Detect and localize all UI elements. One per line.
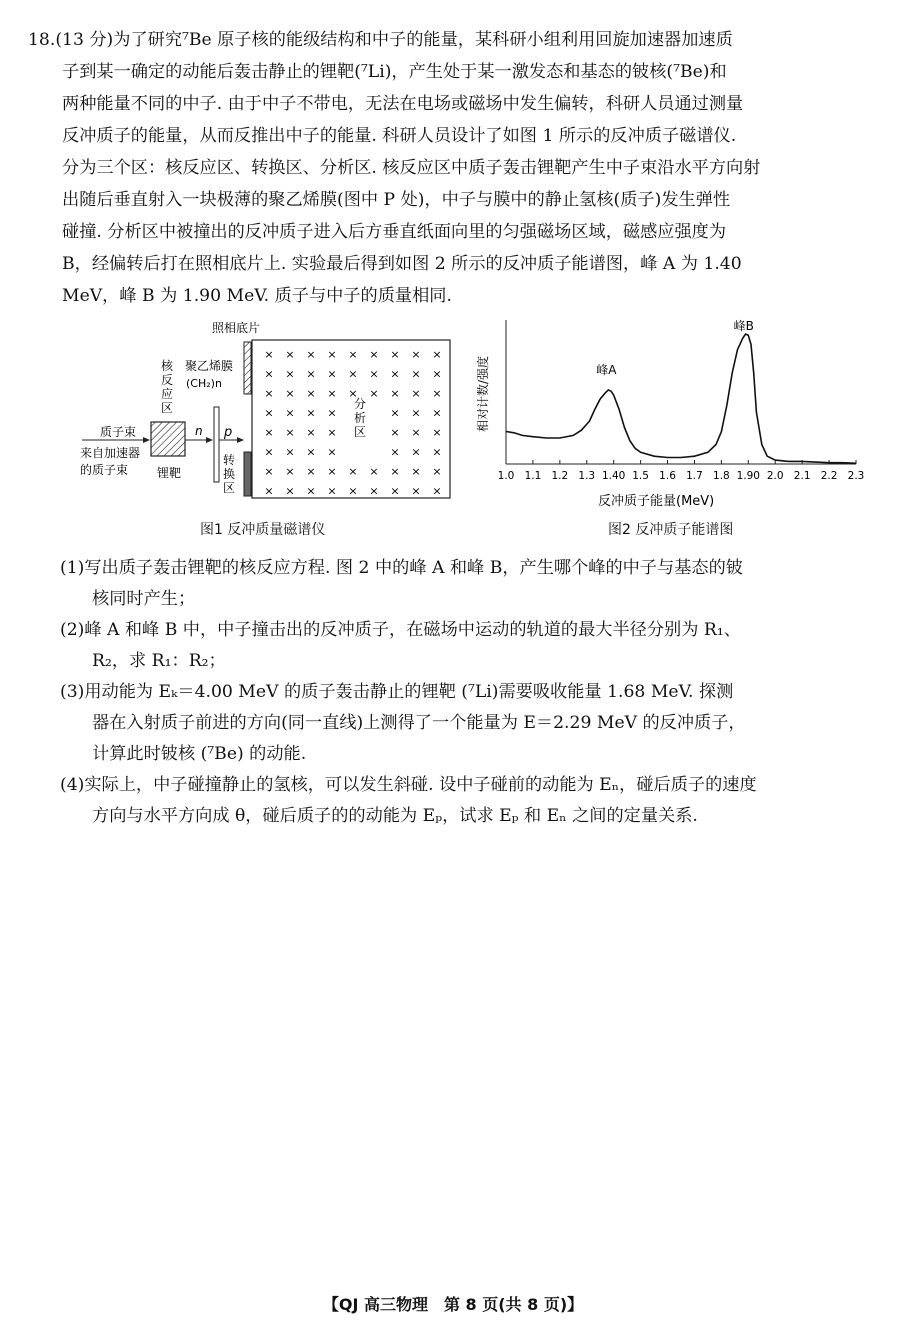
field-cross-mark: × — [411, 387, 421, 400]
field-cross-mark: × — [285, 465, 295, 478]
field-cross-mark: × — [432, 445, 442, 459]
spectrum-series-line — [506, 334, 856, 463]
field-cross-mark: × — [390, 426, 400, 439]
field-cross-mark: × — [369, 348, 379, 361]
x-tick-label: 1.7 — [686, 470, 703, 482]
proton-label: p — [224, 425, 233, 440]
x-tick-label: 2.0 — [766, 470, 784, 482]
field-cross-mark: × — [432, 387, 442, 400]
arrow-head — [237, 437, 244, 443]
question-3-line: (3)用动能为 Eₖ＝4.00 MeV 的质子轰击静止的锂靶 (⁷Li)需要吸收能量 1.68 MeV. 探测 — [60, 682, 734, 702]
x-tick-label: 1.40 — [601, 470, 626, 482]
field-cross-mark: × — [369, 367, 379, 381]
accelerator-label: 来自加速器 — [80, 446, 141, 460]
accelerator-label-2: 的质子束 — [80, 463, 129, 477]
x-tick-label: 1.6 — [659, 470, 676, 482]
field-cross-mark: × — [411, 367, 421, 381]
field-cross-mark: × — [390, 484, 400, 498]
figure1-caption: 图1 反冲质量磁谱仪 — [200, 522, 326, 538]
field-cross-mark: × — [285, 406, 295, 420]
question-2-line: (2)峰 A 和峰 B 中，中子撞击出的反冲质子，在磁场中运动的轨道的最大半径分别为 R₁、 — [60, 620, 741, 640]
problem-line: 碰撞. 分析区中被撞出的反冲质子进入后方垂直纸面向里的匀强磁场区域，磁感应强度为 — [62, 222, 727, 242]
x-axis-label: 反冲质子能量(MeV) — [598, 494, 715, 509]
field-cross-mark: × — [306, 406, 316, 420]
arrow-head — [206, 437, 213, 443]
field-cross-mark: × — [432, 426, 442, 439]
field-cross-mark: × — [264, 367, 274, 381]
field-cross-mark: × — [348, 367, 358, 381]
field-cross-mark: × — [411, 348, 421, 361]
conversion-zone-char: 区 — [223, 481, 236, 495]
field-cross-mark: × — [306, 387, 316, 400]
sub-questions — [60, 553, 880, 832]
peak-b-annotation: 峰B — [733, 319, 754, 333]
x-tick-label: 1.2 — [551, 470, 569, 482]
problem-line: 反冲质子的能量，从而反推出中子的能量. 科研人员设计了如图 1 所示的反冲质子磁谱仪. — [62, 126, 737, 146]
field-cross-mark: × — [306, 348, 316, 361]
analysis-zone-char: 分 — [354, 397, 367, 411]
field-cross-mark: × — [306, 445, 316, 459]
question-4-line: 方向与水平方向成 θ，碰后质子的的动能为 Eₚ，试求 Eₚ 和 Eₙ 之间的定量关系. — [92, 806, 698, 826]
problem-line: 18.(13 分)为了研究⁷Be 原子核的能级结构和中子的能量，某科研小组利用回旋加速器加速质 — [28, 30, 733, 50]
field-cross-mark: × — [285, 484, 295, 498]
field-cross-mark: × — [264, 348, 274, 361]
x-tick-label: 1.5 — [632, 470, 649, 482]
field-cross-mark: × — [306, 465, 316, 478]
x-tick-label: 1.1 — [524, 470, 542, 482]
figure2-caption: 图2 反冲质子能谱图 — [608, 522, 734, 538]
field-cross-mark: × — [327, 406, 337, 420]
field-cross-mark: × — [264, 406, 274, 420]
lithium-target — [151, 422, 185, 456]
field-cross-mark: × — [390, 465, 400, 478]
problem-statement — [28, 24, 880, 312]
field-cross-mark: × — [432, 484, 442, 498]
field-cross-mark: × — [327, 445, 337, 459]
proton-beam-label: 质子束 — [100, 425, 137, 439]
question-3-line: 器在入射质子前进的方向(同一直线)上测得了一个能量为 E＝2.29 MeV 的反冲质子， — [92, 713, 746, 733]
question-4-line: (4)实际上，中子碰撞静止的氢核，可以发生斜碰. 设中子碰前的动能为 Eₙ，碰后质子的速度 — [60, 775, 757, 795]
field-cross-mark: × — [264, 387, 274, 400]
field-cross-mark: × — [327, 426, 337, 439]
question-1-line: 核同时产生； — [92, 589, 196, 609]
field-cross-mark: × — [327, 348, 337, 361]
neutron-label: n — [195, 424, 203, 438]
field-cross-mark: × — [306, 484, 316, 498]
problem-line: 出随后垂直射入一块极薄的聚乙烯膜(图中 P 处)，中子与膜中的静止氢核(质子)发生弹性 — [62, 190, 731, 210]
problem-line: MeV，峰 B 为 1.90 MeV. 质子与中子的质量相同. — [62, 286, 452, 306]
x-tick-label: 1.0 — [497, 470, 515, 482]
problem-line: 两种能量不同的中子. 由于中子不带电，无法在电场或磁场中发生偏转，科研人员通过测量 — [62, 94, 744, 114]
field-cross-mark: × — [390, 367, 400, 381]
x-tick-label: 1.8 — [713, 470, 730, 482]
x-tick-label: 2.1 — [793, 470, 811, 482]
reaction-zone-char: 区 — [161, 401, 174, 415]
figure1-diagram — [60, 312, 460, 512]
photo-film-lower — [244, 452, 251, 496]
photo-film-upper — [244, 342, 251, 394]
x-tick-label: 2.3 — [847, 470, 865, 482]
reaction-zone-char: 反 — [161, 373, 174, 387]
field-cross-mark: × — [327, 367, 337, 381]
field-cross-mark: × — [411, 465, 421, 478]
analysis-zone-char: 区 — [354, 425, 367, 439]
problem-line: B，经偏转后打在照相底片上. 实验最后得到如图 2 所示的反冲质子能谱图，峰 A 为 1.40 — [62, 254, 742, 274]
field-cross-mark: × — [348, 484, 358, 498]
field-cross-mark: × — [264, 465, 274, 478]
field-cross-mark: × — [306, 367, 316, 381]
problem-line: 分为三个区：核反应区、转换区、分析区. 核反应区中质子轰击锂靶产生中子束沿水平方向射 — [62, 158, 761, 178]
reaction-zone-char: 应 — [161, 387, 174, 401]
field-cross-mark: × — [369, 484, 379, 498]
target-label: 锂靶 — [157, 466, 182, 480]
y-axis-label: 相对计数/强度 — [476, 355, 490, 432]
magnetic-field-marks — [264, 348, 441, 498]
field-cross-mark: × — [264, 445, 274, 459]
problem-line: 子到某一确定的动能后轰击静止的锂靶(⁷Li)，产生处于某一激发态和基态的铍核(⁷Be)和 — [62, 62, 727, 82]
field-cross-mark: × — [432, 465, 442, 478]
x-tick-label: 2.2 — [820, 470, 838, 482]
field-cross-mark: × — [348, 348, 358, 361]
field-cross-mark: × — [432, 348, 442, 361]
question-1-line: (1)写出质子轰击锂靶的核反应方程. 图 2 中的峰 A 和峰 B，产生哪个峰的中子与基态的铍 — [60, 558, 743, 578]
field-cross-mark: × — [411, 484, 421, 498]
conversion-zone-char: 换 — [223, 467, 236, 481]
figure2-chart — [460, 312, 880, 517]
film-label: 照相底片 — [212, 321, 261, 335]
field-cross-mark: × — [411, 426, 421, 439]
x-tick-label: 1.90 — [736, 470, 761, 482]
field-cross-mark: × — [264, 426, 274, 439]
field-cross-mark: × — [390, 387, 400, 400]
question-2-line: R₂，求 R₁：R₂； — [92, 651, 226, 671]
field-cross-mark: × — [390, 348, 400, 361]
field-cross-mark: × — [369, 387, 379, 400]
field-cross-mark: × — [306, 426, 316, 439]
field-cross-mark: × — [432, 367, 442, 381]
reaction-zone-char: 核 — [161, 359, 174, 373]
conversion-zone-char: 转 — [223, 453, 236, 467]
analysis-zone-char: 析 — [354, 411, 367, 425]
field-cross-mark: × — [285, 367, 295, 381]
field-cross-mark: × — [327, 484, 337, 498]
field-cross-mark: × — [348, 465, 358, 478]
page-footer: 【QJ 高三物理 第 8 页(共 8 页)】 — [322, 1295, 584, 1314]
figures-row — [60, 312, 880, 552]
polyethylene-label: 聚乙烯膜 — [185, 359, 234, 373]
field-cross-mark: × — [285, 348, 295, 361]
field-cross-mark: × — [285, 387, 295, 400]
field-cross-mark: × — [390, 406, 400, 420]
field-cross-mark: × — [390, 445, 400, 459]
x-ticks — [498, 460, 865, 482]
question-3-line: 计算此时铍核 (⁷Be) 的动能. — [92, 744, 307, 764]
arrow-head — [143, 437, 150, 443]
field-cross-mark: × — [432, 406, 442, 420]
field-cross-mark: × — [411, 406, 421, 420]
field-cross-mark: × — [264, 484, 274, 498]
x-tick-label: 1.3 — [578, 470, 596, 482]
field-cross-mark: × — [285, 445, 295, 459]
field-cross-mark: × — [348, 387, 358, 400]
ch2-label: (CH₂)n — [186, 377, 222, 390]
field-cross-mark: × — [327, 387, 337, 400]
field-cross-mark: × — [327, 465, 337, 478]
field-cross-mark: × — [411, 445, 421, 459]
field-cross-mark: × — [285, 426, 295, 439]
peak-a-annotation: 峰A — [596, 363, 617, 377]
field-cross-mark: × — [369, 465, 379, 478]
polyethylene-film — [214, 407, 219, 482]
